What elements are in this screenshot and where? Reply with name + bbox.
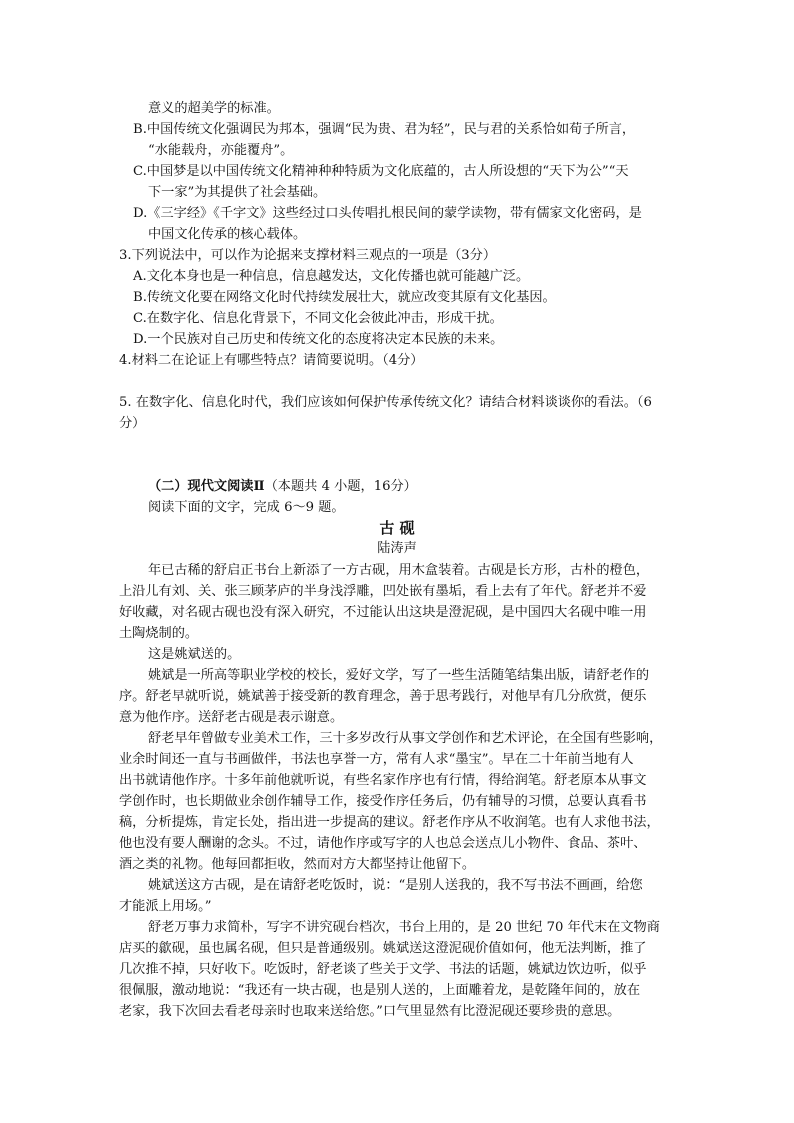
q3-option-c: C.在数字化、信息化背景下，不同文化会彼此冲击，形成干扰。 — [133, 311, 503, 326]
q2-option-d-line2: 中国文化传承的核心载体。 — [148, 227, 307, 242]
passage-line: 学创作时，也长期做业余创作辅导工作，接受作序任务后，仍有辅导的习惯，总要认真看书 — [119, 794, 647, 809]
passage-line: 这是姚斌送的。 — [148, 647, 241, 662]
passage-title: 古 砚 — [379, 519, 415, 537]
q2-option-b-line2: “水能载舟，亦能覆舟”。 — [148, 143, 294, 158]
q3-option-a: A.文化本身也是一种信息，信息越发达，文化传播也就可能越广泛。 — [133, 269, 530, 284]
passage-line: 稿，分析提炼，肯定长处，指出进一步提高的建议。舒老作序从不收润笔。也有人求他书法， — [119, 815, 660, 830]
q3-option-d: D.一个民族对自己历史和传统文化的态度将决定本民族的未来。 — [133, 332, 504, 347]
section-instruction: 阅读下面的文字，完成 6～9 题。 — [148, 500, 345, 515]
q5-line1: 5. 在数字化、信息化时代，我们应该如何保护传承传统文化？请结合材料谈谈你的看法。（6 — [119, 395, 652, 410]
q2-option-b-line1: B.中国传统文化强调民为邦本，强调“民为贵、君为轻”，民与君的关系恰如荀子所言， — [133, 122, 636, 137]
q4-stem: 4.材料二在论证上有哪些特点？请简要说明。（4分） — [119, 353, 424, 368]
passage-line: 店买的歙砚，虽也属名砚，但只是普通级别。姚斌送这澄泥砚价值如何，他无法判断，推了 — [119, 941, 647, 956]
q3-option-b: B.传统文化要在网络文化时代持续发展壮大，就应改变其原有文化基因。 — [133, 290, 556, 305]
passage-line: 他也没有要人酬谢的念头。不过，请他作序或写字的人也总会送点儿小物件、食品、茶叶、 — [119, 836, 647, 851]
passage-line: 老家，我下次回去看老母亲时也取来送给您。”口气里显然有比澄泥砚还要珍贵的意思。 — [119, 1004, 621, 1019]
passage-line: 业余时间还一直与书画做伴，书法也享誉一方，常有人求“墨宝”。早在二十年前当地有人 — [119, 752, 634, 767]
q3-stem: 3.下列说法中，可以作为论据来支撑材料三观点的一项是（3分） — [119, 248, 497, 263]
passage-line: 上沿儿有刘、关、张三顾茅庐的半身浅浮雕，凹处嵌有墨垢，看上去有了年代。舒老并不爱 — [119, 584, 647, 599]
passage-line: 出书就请他作序。十多年前他就听说，有些名家作序也有行情，得给润笔。舒老原本从事文 — [119, 773, 647, 788]
passage-line: 意为他作序。送舒老古砚是表示谢意。 — [119, 710, 344, 725]
section-heading-bold: （二）现代文阅读Ⅱ — [148, 479, 265, 494]
passage-line: 年已古稀的舒启正书台上新添了一方古砚，用木盒装着。古砚是长方形，古朴的橙色， — [148, 563, 650, 578]
passage-line: 舒老早年曾做专业美术工作，三十多岁改行从事文学创作和艺术评论，在全国有些影响， — [148, 731, 663, 746]
section-heading-rest: （本题共 4 小题，16分） — [264, 479, 417, 494]
q2-option-c-line1: C.中国梦是以中国传统文化精神种种特质为文化底蕴的，古人所设想的“天下为公”“天 — [133, 164, 629, 179]
section-heading — [148, 477, 417, 496]
passage-line: 舒老万事力求简朴，写字不讲究砚台档次，书台上用的，是 20 世纪 70 年代末在文物商 — [148, 920, 660, 935]
passage-line: 好收藏，对名砚古砚也没有深入研究，不过能认出这块是澄泥砚，是中国四大名砚中唯一用 — [119, 605, 647, 620]
passage-line: 很佩服，激动地说：“我还有一块古砚，也是别人送的，上面雕着龙，是乾隆年间的，放在 — [119, 983, 641, 998]
passage-line: 才能派上用场。” — [119, 899, 212, 914]
q5-line2: 分） — [119, 416, 146, 431]
passage-author: 陆涛声 — [377, 541, 417, 556]
q2-option-d-line1: D.《三字经》《千字文》这些经过口头传唱扎根民间的蒙学读物，带有儒家文化密码，是 — [133, 206, 642, 221]
passage-line: 土陶烧制的。 — [119, 626, 199, 641]
passage-line: 几次推不掉，只好收下。吃饭时，舒老谈了些关于文学、书法的话题，姚斌边饮边听，似乎 — [119, 962, 647, 977]
passage-line: 姚斌送这方古砚，是在请舒老吃饭时，说：“是别人送我的，我不写书法不画画，给您 — [148, 878, 643, 893]
passage-line: 酒之类的礼物。他每回都拒收，然而对方大都坚持让他留下。 — [119, 857, 476, 872]
q2-option-c-line2: 下一家”为其提供了社会基础。 — [148, 185, 327, 200]
passage-line: 姚斌是一所高等职业学校的校长，爱好文学，写了一些生活随笔结集出版，请舒老作的 — [148, 668, 650, 683]
q2-option-a-continuation: 意义的超美学的标准。 — [148, 101, 280, 116]
passage-line: 序。舒老早就听说，姚斌善于接受新的教育理念，善于思考践行，对他早有几分欣赏，便乐 — [119, 689, 647, 704]
